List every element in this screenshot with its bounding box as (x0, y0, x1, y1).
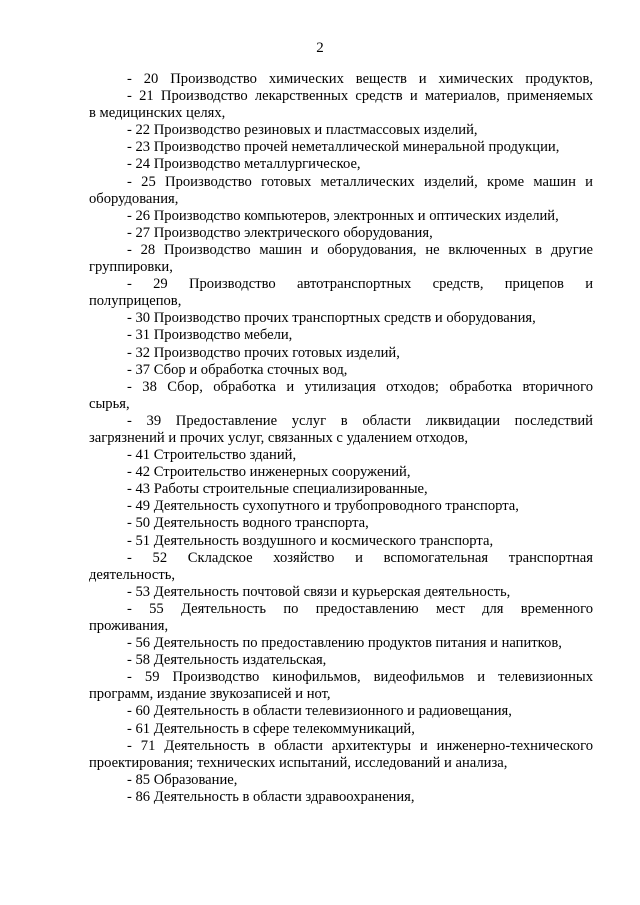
list-item-continuation (89, 567, 593, 584)
list-item-text: - 85 Образование, (127, 771, 238, 788)
list-item (89, 225, 593, 242)
list-item-text: - 86 Деятельность в области здравоохранения, (127, 788, 415, 805)
list-item-continuation (89, 293, 593, 310)
list-item-text: - 55 Деятельность по предоставлению мест для временного (127, 600, 593, 617)
list-item-text: - 53 Деятельность почтовой связи и курьерская деятельность, (127, 583, 511, 600)
list-item-text: - 49 Деятельность сухопутного и трубопроводного транспорта, (127, 498, 519, 515)
list-item (89, 635, 593, 652)
list-item-text: - 28 Производство машин и оборудования, не включенных в другие (127, 241, 593, 258)
page-number: 2 (316, 40, 324, 56)
list-item-text: программ, издание звукозаписей и нот, (89, 686, 331, 703)
list-item-text: - 43 Работы строительные специализированные, (127, 481, 428, 498)
list-item-text: - 71 Деятельность в области архитектуры и инженерно-технического (127, 737, 593, 754)
list-item-text: - 42 Строительство инженерных сооружений, (127, 464, 411, 481)
list-item (89, 481, 593, 498)
list-item (89, 738, 593, 755)
list-item-text: - 26 Производство компьютеров, электронных и оптических изделий, (127, 207, 559, 224)
list-item-text: группировки, (89, 259, 173, 276)
list-item-continuation (89, 755, 593, 772)
list-item-continuation (89, 396, 593, 413)
list-item-text: - 20 Производство химических веществ и химических продуктов, (127, 71, 593, 87)
list-item-text: - 38 Сбор, обработка и утилизация отходов; обработка вторичного (127, 378, 593, 395)
list-item (89, 721, 593, 738)
list-item-text: - 58 Деятельность издательская, (127, 652, 327, 669)
list-item-text: - 59 Производство кинофильмов, видеофильмов и телевизионных (127, 669, 593, 686)
list-item (89, 208, 593, 225)
list-item (89, 652, 593, 669)
list-item-text: - 32 Производство прочих готовых изделий, (127, 344, 400, 361)
list-item (89, 379, 593, 396)
activity-list (89, 71, 593, 806)
list-item (89, 447, 593, 464)
list-item-text: - 60 Деятельность в области телевизионного и радиовещания, (127, 703, 512, 720)
list-item-continuation (89, 618, 593, 635)
list-item-text: - 25 Производство готовых металлических изделий, кроме машин и (127, 173, 593, 190)
list-item-text: - 21 Производство лекарственных средств и материалов, применяемых (127, 88, 593, 105)
list-item-text: - 51 Деятельность воздушного и космического транспорта, (127, 532, 494, 549)
list-item (89, 584, 593, 601)
list-item (89, 276, 593, 293)
list-item (89, 345, 593, 362)
list-item-text: - 30 Производство прочих транспортных средств и оборудования, (127, 310, 536, 327)
list-item (89, 533, 593, 550)
list-item (89, 772, 593, 789)
list-item (89, 156, 593, 173)
list-item (89, 703, 593, 720)
list-item-text: проектирования; технических испытаний, исследований и анализа, (89, 754, 508, 771)
list-item-text: - 52 Складское хозяйство и вспомогательная транспортная (127, 549, 593, 566)
list-item-text: деятельность, (89, 566, 176, 583)
list-item (89, 498, 593, 515)
list-item-text: - 31 Производство мебели, (127, 327, 293, 344)
list-item (89, 550, 593, 567)
list-item (89, 88, 593, 105)
list-item-continuation (89, 430, 593, 447)
list-item-continuation (89, 105, 593, 122)
list-item (89, 601, 593, 618)
list-item (89, 327, 593, 344)
list-item-text: - 61 Деятельность в сфере телекоммуникаций, (127, 720, 415, 737)
list-item-text: - 27 Производство электрического оборудования, (127, 224, 433, 241)
list-item (89, 174, 593, 191)
list-item-text: - 37 Сбор и обработка сточных вод, (127, 361, 348, 378)
list-item (89, 413, 593, 430)
list-item-text: в медицинских целях, (89, 105, 226, 122)
list-item-text: - 23 Производство прочей неметаллической минеральной продукции, (127, 139, 560, 156)
list-item (89, 242, 593, 259)
list-item (89, 71, 593, 88)
list-item (89, 122, 593, 139)
list-item (89, 464, 593, 481)
list-item-text: - 50 Деятельность водного транспорта, (127, 515, 369, 532)
list-item (89, 789, 593, 806)
list-item (89, 139, 593, 156)
list-item-text: загрязнений и прочих услуг, связанных с удалением отходов, (89, 429, 469, 446)
list-item-text: оборудования, (89, 190, 179, 207)
list-item-text: - 24 Производство металлургическое, (127, 156, 361, 173)
list-item (89, 669, 593, 686)
list-item-text: - 29 Производство автотранспортных средств, прицепов и (127, 276, 593, 293)
list-item-text: - 39 Предоставление услуг в области ликвидации последствий (127, 412, 593, 429)
list-item-text: сырья, (89, 395, 130, 412)
list-item-text: - 22 Производство резиновых и пластмассовых изделий, (127, 122, 478, 139)
list-item-text: - 56 Деятельность по предоставлению продуктов питания и напитков, (127, 635, 562, 652)
list-item-text: проживания, (89, 618, 169, 634)
list-item-continuation (89, 686, 593, 703)
list-item-continuation (89, 191, 593, 208)
list-item-text: полуприцепов, (89, 293, 182, 310)
list-item (89, 362, 593, 379)
list-item-continuation (89, 259, 593, 276)
list-item-text: - 41 Строительство зданий, (127, 447, 297, 464)
list-item (89, 310, 593, 327)
list-item (89, 515, 593, 532)
